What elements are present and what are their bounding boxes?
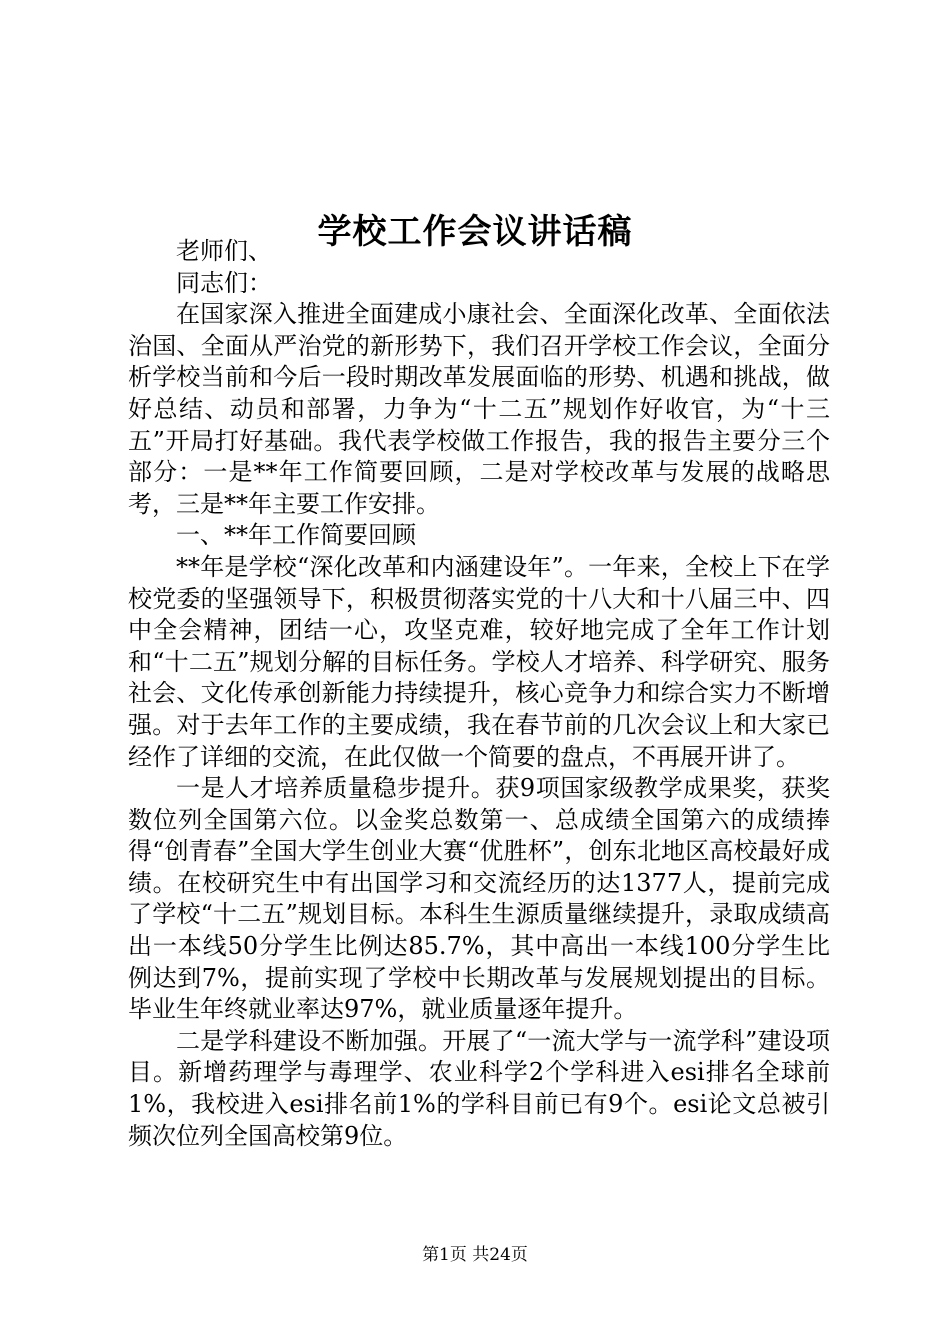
salutation-teachers: 老师们、 bbox=[176, 237, 272, 265]
paragraph-talent-cultivation: 一是人才培养质量稳步提升。获9项国家级教学成果奖，获奖数位列全国第六位。以金奖总数第一、总成绩全国第六的成绩捧得“创青春”全国大学生创业大赛“优胜杯”，创东北地区高校最好成绩。在校研究生中有出国学习和交流经历的达1377人，提前完成了学校“十二五”规划目标。本科生生源质量继续提升，录取成绩高出一本线50分学生比例达85.7%，其中高出一本线100分学生比例达到7%，提前实现了学校中长期改革与发展规划提出的目标。毕业生年终就业率达97%，就业质量逐年提升。 bbox=[128, 774, 830, 1024]
paragraph-review: **年是学校“深化改革和内涵建设年”。一年来，全校上下在学校党委的坚强领导下，积极贯彻落实党的十八大和十八届三中、四中全会精神，团结一心，攻坚克难，较好地完成了全年工作计划和“十二五”规划分解的目标任务。学校人才培养、科学研究、服务社会、文化传承创新能力持续提升，核心竞争力和综合实力不断增强。对于去年工作的主要成绩，我在春节前的几次会议上和大家已经作了详细的交流，在此仅做一个简要的盘点，不再展开讲了。 bbox=[128, 552, 830, 771]
document-title: 学校工作会议讲话稿 bbox=[317, 211, 633, 252]
section-heading: 一、**年工作简要回顾 bbox=[176, 521, 416, 550]
document-body bbox=[128, 236, 830, 1152]
page-number-footer: 第1页 共24页 bbox=[422, 1245, 528, 1265]
paragraph-intro: 在国家深入推进全面建成小康社会、全面深化改革、全面依法治国、全面从严治党的新形势下，我们召开学校工作会议，全面分析学校当前和今后一段时期改革发展面临的形势、机遇和挑战，做好总结、动员和部署，力争为“十二五”规划作好收官，为“十三五”开局打好基础。我代表学校做工作报告，我的报告主要分三个部分：一是**年工作简要回顾，二是对学校改革与发展的战略思考，三是**年主要工作安排。 bbox=[128, 300, 830, 518]
paragraph-discipline-building: 二是学科建设不断加强。开展了“一流大学与一流学科”建设项目。新增药理学与毒理学、农业科学2个学科进入esi排名全球前1%，我校进入esi排名前1%的学科目前已有9个。esi论文总被引频次位列全国高校第9位。 bbox=[128, 1026, 830, 1150]
salutation-comrades: 同志们： bbox=[176, 268, 272, 297]
